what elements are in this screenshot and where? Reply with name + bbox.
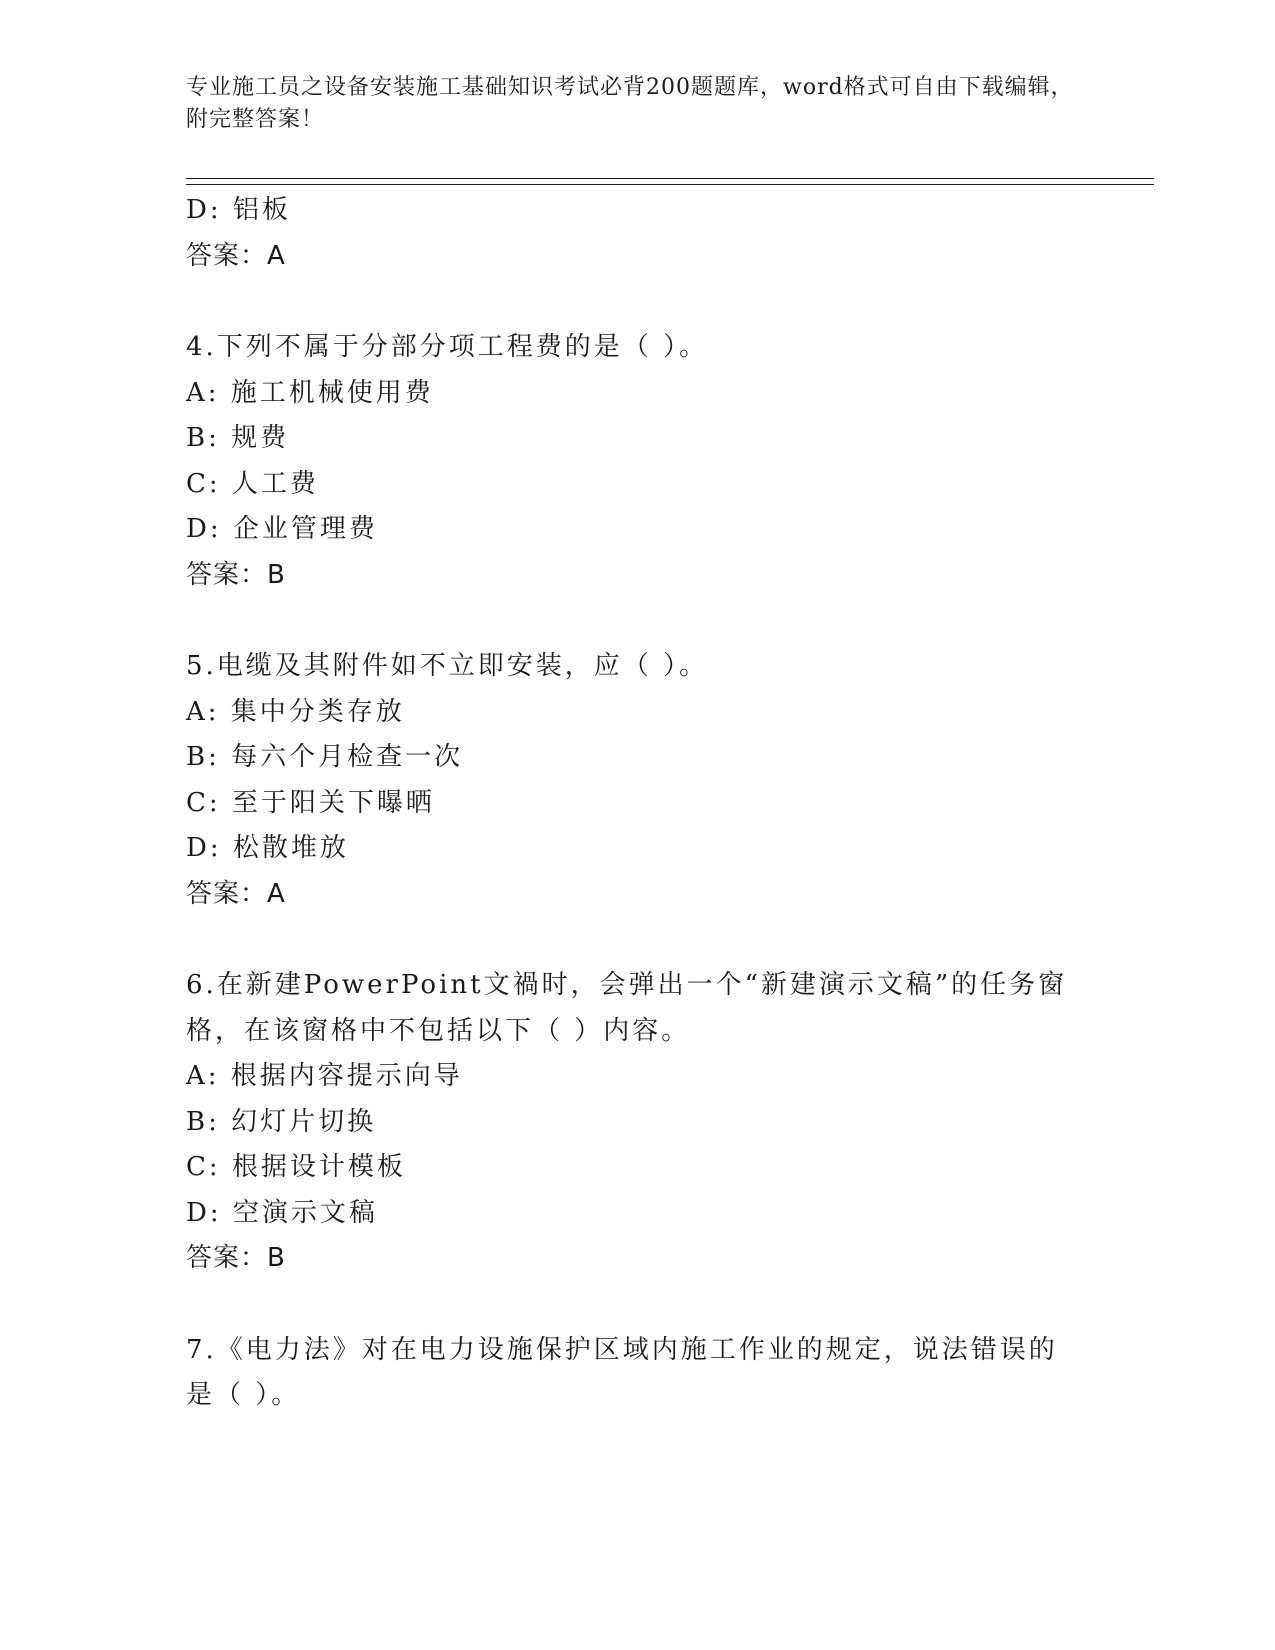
spacer [186,1282,1086,1328]
option-d: D: 铝板 [186,195,291,225]
option-d: D: 空演示文稿 [186,1197,378,1228]
answer: 答案：B [186,559,286,590]
answer: 答案：A [186,878,286,909]
option-b: B: 幻灯片切换 [186,1106,377,1137]
question-6 [186,963,1086,1282]
option-c: C: 人工费 [186,468,319,499]
question-4 [186,325,1086,598]
question-stem: 5.电缆及其附件如不立即安装，应（ ）。 [186,651,709,681]
document-title: 专业施工员之设备安装施工基础知识考试必背200题题库，word格式可自由下载编辑，附完整答案！ [186,75,1074,132]
question-stem: 6.在新建PowerPoint文禍时，会弹出一个“新建演示文稿”的任务窗格，在该窗格中不包括以下（ ）内容。 [186,970,1068,1046]
option-a: A: 集中分类存放 [186,696,405,727]
spacer [186,279,1086,325]
option-b: B: 规费 [186,423,290,453]
option-c: C: 至于阳关下曝晒 [186,787,435,818]
question-stem: 7.《电力法》对在电力设施保护区域内施工作业的规定，说法错误的是（ ）。 [186,1334,1058,1410]
question-stem: 4.下列不属于分部分项工程费的是（ ）。 [186,332,709,362]
spacer [186,917,1086,963]
header-double-rule [186,178,1154,185]
option-b: B: 每六个月检查一次 [186,742,464,772]
page-header [186,72,1086,136]
option-a: A: 根据内容提示向导 [186,1061,463,1091]
answer: 答案：A [186,240,286,271]
previous-question-tail [186,188,1086,279]
option-d: D: 松散堆放 [186,833,349,863]
option-a: A: 施工机械使用费 [186,377,434,408]
spacer [186,598,1086,644]
answer: 答案：B [186,1243,286,1273]
option-c: C: 根据设计模板 [186,1152,406,1182]
question-list [186,188,1086,1419]
question-5 [186,644,1086,917]
question-7 [186,1328,1086,1419]
option-d: D: 企业管理费 [186,514,378,544]
